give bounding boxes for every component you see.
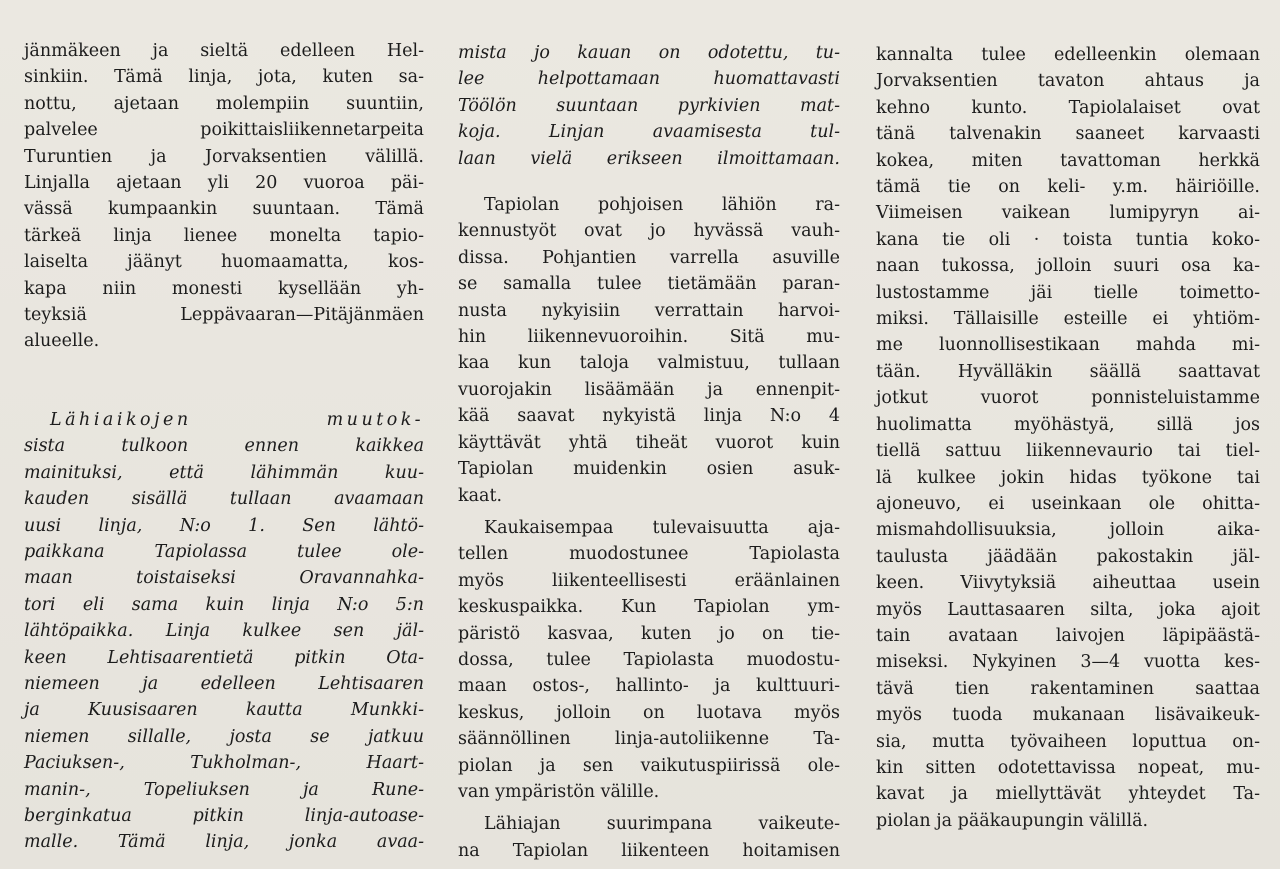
text-line: sinkiin. Tämä linja, jota, kuten sa- — [24, 67, 424, 88]
right-column — [876, 42, 1260, 834]
text-line: ajoneuvo, ei useinkaan ole ohitta- — [876, 493, 1260, 514]
left-paragraph-1 — [24, 38, 424, 355]
text-line: kokea, miten tavattoman herkkä — [876, 150, 1260, 171]
text-line: laan vielä erikseen ilmoittamaan. — [458, 148, 840, 169]
text-line: teyksiä Leppävaaran—Pitäjänmäen — [24, 305, 424, 326]
left-paragraph-2 — [24, 407, 424, 856]
text-line: myös tuoda mukanaan lisävaikeuk- — [876, 705, 1260, 726]
text-line: tämä tie on keli- y.m. häiriöille. — [876, 177, 1260, 198]
text-line: koja. Linjan avaamisesta tul- — [458, 122, 840, 143]
text-line: tään. Hyvälläkin säällä saattavat — [876, 361, 1260, 382]
text-line: Töölön suuntaan pyrkivien mat- — [458, 95, 840, 116]
text-line: tellen muodostunee Tapiolasta — [458, 544, 840, 565]
text-line: kannalta tulee edelleenkin olemaan — [876, 45, 1260, 65]
text-line: käyttävät yhtä tiheät vuorot kuin — [458, 432, 840, 453]
right-paragraph-1 — [876, 42, 1260, 834]
text-line: lee helpottamaan huomattavasti — [458, 69, 840, 90]
text-line: niemen sillalle, josta se jatkuu — [24, 726, 424, 747]
text-line: me luonnollisestikaan mahda mi- — [876, 335, 1260, 356]
text-line: Kaukaisempaa tulevaisuutta aja- — [484, 517, 840, 538]
text-line: palvelee poikittaisliikennetarpeita — [24, 120, 424, 141]
text-line: kavat ja miellyttävät yhteydet Ta- — [876, 784, 1260, 805]
text-line: piolan ja pääkaupungin välillä. — [876, 810, 1149, 831]
text-line: sia, mutta työvaiheen loputtua on- — [876, 731, 1260, 752]
text-line: uusi linja, N:o 1. Sen lähtö- — [24, 515, 424, 536]
text-line: ja Kuusisaaren kautta Munkki- — [24, 700, 424, 721]
text-line: laiselta jäänyt huomaamatta, kos- — [24, 252, 424, 273]
text-line: jänmäkeen ja sieltä edelleen Hel- — [24, 41, 424, 61]
text-line: mainituksi, että lähimmän kuu- — [24, 462, 424, 483]
middle-paragraph-2 — [458, 192, 840, 509]
text-line: kana tie oli · toista tuntia koko- — [876, 229, 1260, 250]
text-line: kaat. — [458, 485, 503, 506]
text-line: keen Lehtisaarentietä pitkin Ota- — [24, 647, 424, 668]
text-line: dossa, tulee Tapiolasta muodostu- — [458, 649, 840, 670]
text-line: Tapiolan muidenkin osien asuk- — [458, 459, 840, 480]
middle-column — [458, 40, 840, 864]
text-line: naan tukossa, jolloin suuri osa ka- — [876, 256, 1260, 277]
text-line: keskus, jolloin on luotava myös — [458, 702, 840, 723]
text-line: miksi. Tällaisille esteille ei yhtiöm- — [876, 309, 1260, 330]
text-line: Viimeisen vaikean lumipyryn ai- — [876, 203, 1260, 224]
text-line: päristö kasvaa, kuten jo on tie- — [458, 623, 840, 644]
text-line: lähtöpaikka. Linja kulkee sen jäl- — [24, 621, 424, 642]
text-line: Lähiajan suurimpana vaikeute- — [484, 814, 840, 835]
text-line: kää saavat nykyistä linja N:o 4 — [458, 406, 840, 427]
text-line: taulusta jäädään pakostakin jäl- — [876, 546, 1260, 567]
text-line: berginkatua pitkin linja-autoase- — [24, 805, 424, 826]
text-line: alueelle. — [24, 331, 100, 352]
text-line: keskuspaikka. Kun Tapiolan ym- — [458, 597, 840, 618]
text-line: Jorvaksentien tavaton ahtaus ja — [876, 71, 1260, 92]
text-line: kaa kun taloja valmistuu, tullaan — [458, 353, 840, 374]
text-line: mista jo kauan on odotettu, tu- — [458, 43, 840, 63]
text-line: tiellä sattuu liikennevaurio tai tiel- — [876, 441, 1260, 462]
text-line: Turuntien ja Jorvaksentien välillä. — [24, 146, 424, 167]
text-line: myös liikenteellisesti eräänlainen — [458, 570, 840, 591]
text-line: vässä kumpaankin suuntaan. Tämä — [24, 199, 424, 220]
text-line: vuorojakin lisäämään ja ennenpit- — [458, 379, 840, 400]
text-line: tävä tien rakentaminen saattaa — [876, 678, 1260, 699]
text-line: tori eli sama kuin linja N:o 5:n — [24, 594, 424, 615]
text-line: mismahdollisuuksia, jolloin aika- — [876, 520, 1260, 541]
text-line: sista tulkoon ennen kaikkea — [24, 436, 424, 457]
text-line: maan toistaiseksi Oravannahka- — [24, 568, 424, 589]
text-line: Linjalla ajetaan yli 20 vuoroa päi- — [24, 173, 424, 194]
text-line: paikkana Tapiolassa tulee ole- — [24, 541, 424, 562]
text-line: nusta nykyisiin verrattain harvoi- — [458, 300, 840, 321]
middle-paragraph-4 — [458, 811, 840, 864]
text-line: kauden sisällä tullaan avaamaan — [24, 489, 424, 510]
text-line: dissa. Pohjantien varrella asuville — [458, 247, 840, 268]
text-line: malle. Tämä linja, jonka avaa- — [24, 832, 424, 853]
text-line: huolimatta myöhästyä, sillä jos — [876, 414, 1260, 435]
text-line: Tapiolan pohjoisen lähiön ra- — [484, 195, 840, 216]
middle-paragraph-3 — [458, 515, 840, 805]
text-line: na Tapiolan liikenteen hoitamisen — [458, 840, 840, 861]
text-line: se samalla tulee tietämään paran- — [458, 274, 840, 295]
text-line: hin liikennevuoroihin. Sitä mu- — [458, 327, 840, 348]
text-line: tärkeä linja lienee monelta tapio- — [24, 225, 424, 246]
text-line: keen. Viivytyksiä aiheuttaa usein — [876, 573, 1260, 594]
text-line: lä kulkee jokin hidas työkone tai — [876, 467, 1260, 488]
text-line: miseksi. Nykyinen 3—4 vuotta kes- — [876, 652, 1260, 673]
text-line: Paciuksen-, Tukholman-, Haart- — [24, 753, 424, 774]
text-line: tain avataan laivojen läpipäästä- — [876, 625, 1260, 646]
text-line: manin-, Topeliuksen ja Rune- — [24, 779, 424, 800]
text-line: kin sitten odotettavissa nopeat, mu- — [876, 757, 1260, 778]
text-line: piolan ja sen vaikutuspiirissä ole- — [458, 755, 840, 776]
text-line: Lähiaikojen muutok- — [50, 409, 424, 430]
text-line: säännöllinen linja-autoliikenne Ta- — [458, 729, 840, 750]
text-line: nottu, ajetaan molempiin suuntiin, — [24, 93, 424, 114]
text-line: tänä talvenakin saaneet karvaasti — [876, 124, 1260, 145]
text-line: niemeen ja edelleen Lehtisaaren — [24, 673, 424, 694]
text-line: kennustyöt ovat jo hyvässä vauh- — [458, 221, 840, 242]
text-line: kehno kunto. Tapiolalaiset ovat — [876, 97, 1260, 118]
text-line: myös Lauttasaaren silta, joka ajoit — [876, 599, 1260, 620]
text-line: kapa niin monesti kysellään yh- — [24, 278, 424, 299]
text-line: jotkut vuorot ponnisteluistamme — [876, 388, 1260, 409]
middle-paragraph-1 — [458, 40, 840, 172]
text-line: lustostamme jäi tielle toimetto- — [876, 282, 1260, 303]
text-line: van ympäristön välille. — [458, 781, 660, 802]
left-column — [24, 38, 424, 856]
text-line: maan ostos-, hallinto- ja kulttuuri- — [458, 676, 840, 697]
